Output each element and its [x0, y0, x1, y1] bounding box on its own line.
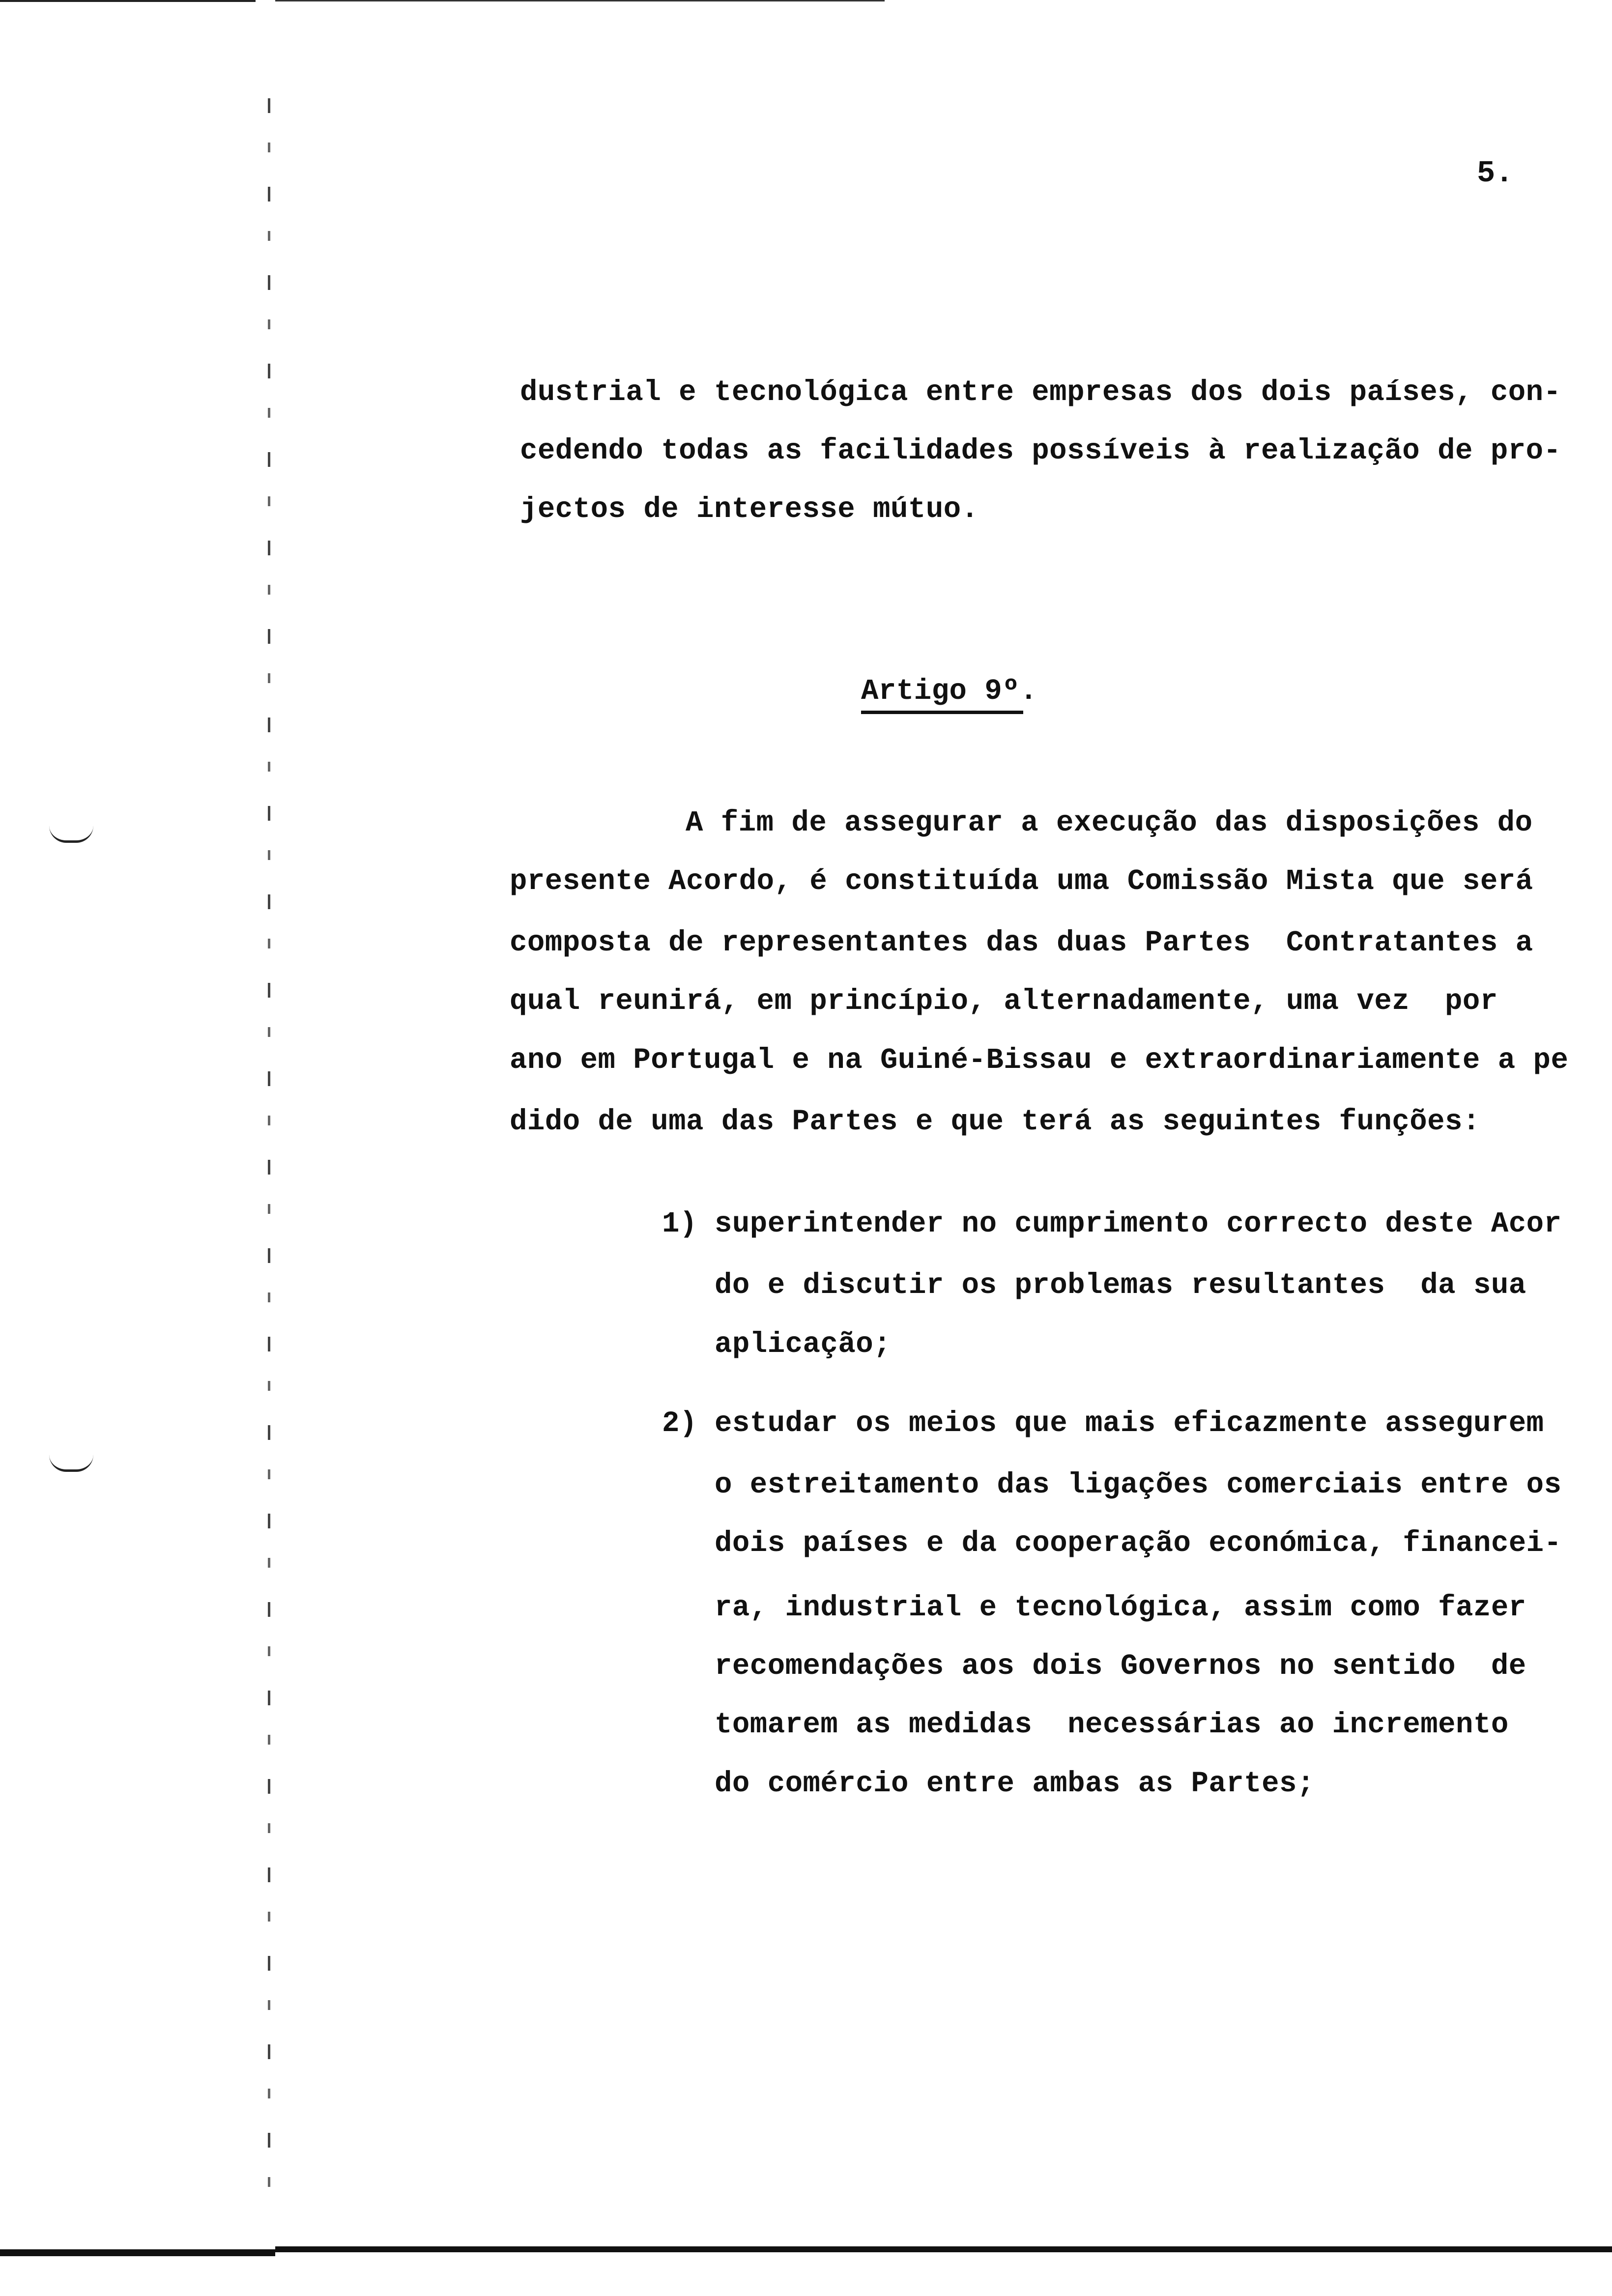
- text-line: composta de representantes das duas Partes Contratantes a: [510, 926, 1533, 959]
- text-line: presente Acordo, é constituída uma Comissão Mista que será: [510, 865, 1533, 898]
- binding-shadow: [268, 98, 270, 2187]
- text-line: cedendo todas as facilidades possíveis à realização de pro-: [520, 434, 1561, 467]
- page-number: 5.: [1477, 156, 1514, 191]
- text-line: A fim de assegurar a execução das disposições do: [686, 806, 1533, 839]
- text-line: superintender no cumprimento correcto deste Acor: [715, 1207, 1562, 1240]
- text-line: jectos de interesse mútuo.: [520, 493, 979, 526]
- title-underline: [861, 711, 1023, 714]
- text-line: do comércio entre ambas as Partes;: [715, 1767, 1315, 1800]
- text-line: recomendações aos dois Governos no sentido de: [715, 1650, 1526, 1683]
- text-line: estudar os meios que mais eficazmente assegurem: [715, 1407, 1544, 1440]
- text-line: qual reunirá, em princípio, alternadamente, uma vez por: [510, 985, 1498, 1018]
- text-line: dustrial e tecnológica entre empresas dos dois países, con-: [520, 376, 1561, 409]
- item-number: 1): [662, 1207, 697, 1240]
- scan-top-edge: [0, 0, 1612, 7]
- text-line: dois países e da cooperação económica, financei-: [715, 1527, 1562, 1560]
- text-line: aplicação;: [715, 1328, 892, 1361]
- text-line: ano em Portugal e na Guiné-Bissau e extraordinariamente a pe: [510, 1044, 1569, 1077]
- text-line: ra, industrial e tecnológica, assim como fazer: [715, 1591, 1526, 1624]
- scan-bottom-edge: [0, 2243, 1612, 2263]
- article-title: Artigo 9º.: [861, 675, 1038, 708]
- punch-hole-mark: [49, 826, 93, 843]
- text-line: do e discutir os problemas resultantes da sua: [715, 1269, 1526, 1302]
- punch-hole-mark: [49, 1455, 93, 1472]
- text-line: dido de uma das Partes e que terá as seguintes funções:: [510, 1105, 1480, 1138]
- item-number: 2): [662, 1407, 697, 1440]
- text-line: tomarem as medidas necessárias ao incremento: [715, 1708, 1509, 1741]
- text-line: o estreitamento das ligações comerciais entre os: [715, 1468, 1562, 1501]
